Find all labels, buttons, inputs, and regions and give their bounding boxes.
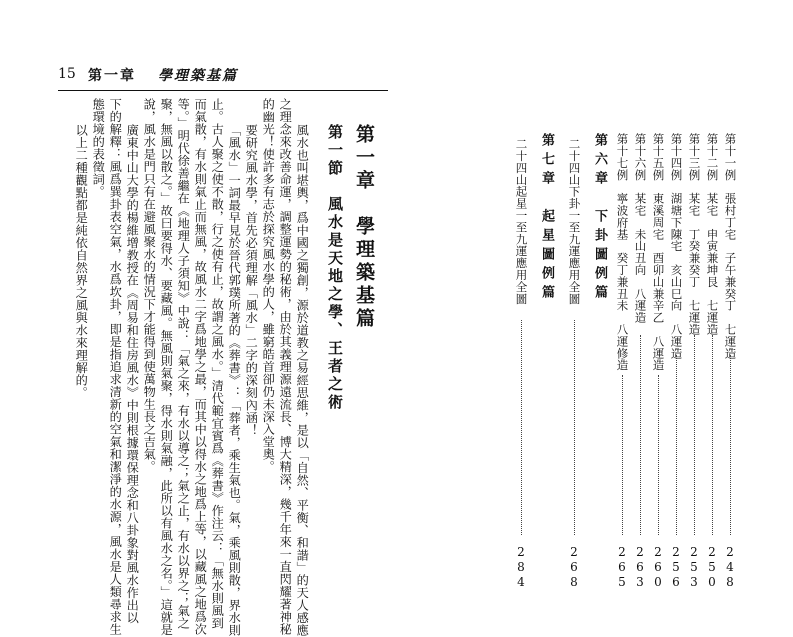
- toc-entry-page: 263: [633, 545, 647, 590]
- toc-entry-label: 第十六例 某宅 未山丑向 八運造: [633, 133, 648, 324]
- toc-entry-label: 第十二例 某宅 申寅兼坤艮 七運造: [705, 133, 720, 336]
- toc-leader-dots: [676, 355, 678, 535]
- toc-leader-dots: [712, 335, 714, 535]
- toc-leader-dots: [730, 355, 732, 535]
- toc-entry-page: 260: [651, 545, 665, 590]
- toc-leader-dots: [694, 335, 696, 535]
- toc-entry-label: 第十四例 湖塘下陳宅 亥山巳向 八運造: [669, 133, 684, 360]
- toc-leader-dots: [658, 375, 660, 535]
- body-paragraph-5: 「風水」一詞最早見於晉代郭璞所著的《葬書》：「葬者，乘生氣也。氣，乘風則散，界水則: [227, 124, 242, 637]
- body-paragraph-3: 的幽光！使許多有志於探究風水學的人，雖窮皓首卻仍未深入堂奧。: [261, 98, 276, 473]
- toc-entry-label: 第十七例 寧波府基 癸丁兼丑未 八運修造: [615, 133, 630, 371]
- toc-leader-dots: [574, 320, 576, 535]
- toc-entry-label: 第十一例 張村丁宅 子午兼癸丁 七運造: [723, 133, 738, 360]
- body-paragraph-2: 之理念來改善命運，調整運勢的秘術，由於其義理源遠流長、博大精深，幾千年來一直閃耀著神秘: [278, 98, 293, 636]
- body-paragraph-12: 下的解釋：風爲巽卦表空氣，水爲坎卦，即是指追求清新的空氣和潔淨的水源，風水是人類尋求生: [108, 98, 123, 636]
- toc-entry-page: 265: [615, 545, 629, 590]
- body-paragraph-14: 以上二種觀點都是純依自然界之風與水來理解的。: [74, 124, 89, 399]
- chapter6-title: 第六章 下卦圖例篇: [592, 133, 607, 304]
- body-paragraph-9: 聚，無風以散之。」故曰要得水、要藏風。無風則氣聚，得水則氣融，此所以有風水之名。」這就是: [159, 98, 174, 636]
- toc-entry-page: 256: [669, 545, 683, 590]
- body-paragraph-6: 止。古人聚之使不散，行之使有止，故謂之風水。」清代範宜賓爲《葬書》作注云：「無水則風到: [210, 98, 225, 630]
- body-paragraph-7: 而氣散，有水則氣止而無風，故風水二字爲地學之最，而其中以得水之地爲上等，以藏風之地爲次: [193, 98, 208, 636]
- body-paragraph-1: 風水也叫堪輿，爲中國之獨創，源於道教之易經思維，是以「自然、平衡、和諧」的天人感應: [295, 124, 310, 637]
- page-number: 15: [58, 66, 76, 82]
- toc-entry-label: 第十五例 東溪周宅 酉卯山兼辛乙 八運造: [651, 133, 666, 371]
- chapter7-title: 第七章 起星圖例篇: [539, 133, 554, 304]
- toc-entry-page: 253: [687, 545, 701, 590]
- header-chapter-label: 第一章: [88, 68, 136, 84]
- toc-leader-dots: [622, 375, 624, 535]
- toc-entry-page: 248: [723, 545, 737, 590]
- header-rule: [58, 90, 388, 91]
- body-paragraph-4: 要研究風水學，首先必須理解「風水」二字的深刻內涵！: [244, 124, 259, 437]
- body-paragraph-10: 說，風水是門只有在避風聚水的情況下才能得到使萬物生長之吉氣。: [142, 98, 157, 473]
- body-paragraph-13: 態環境的表徵詞。: [91, 98, 106, 198]
- toc-entry-page: 268: [567, 545, 581, 590]
- toc-leader-dots: [521, 320, 523, 535]
- toc-entry-page: 284: [514, 545, 528, 590]
- body-paragraph-8: 等。」明代徐善繼在《地理人子須知》中說：「氣之來，有水以導之；氣之止，有水以界之；氣之: [176, 98, 191, 630]
- toc-entry-label: 第十三例 某宅 丁癸兼癸丁 七運造: [687, 133, 702, 336]
- chapter-heading: 第一章 學理築基篇: [353, 124, 375, 331]
- section-heading: 第一節 風水是天地之學、王者之術: [326, 124, 344, 412]
- toc-entry-label: 二十四山起星一至九運應用全圖: [514, 138, 529, 305]
- header-book-title: 學理築基篇: [158, 68, 238, 84]
- body-paragraph-11: 廣東中山大學的楊維增教授在《周易和住房風水》中則根據環保理念和八卦象對風水作出以: [125, 124, 140, 624]
- toc-leader-dots: [640, 335, 642, 535]
- toc-entry-label: 二十四山下卦一至九運應用全圖: [567, 138, 582, 305]
- toc-entry-page: 250: [705, 545, 719, 590]
